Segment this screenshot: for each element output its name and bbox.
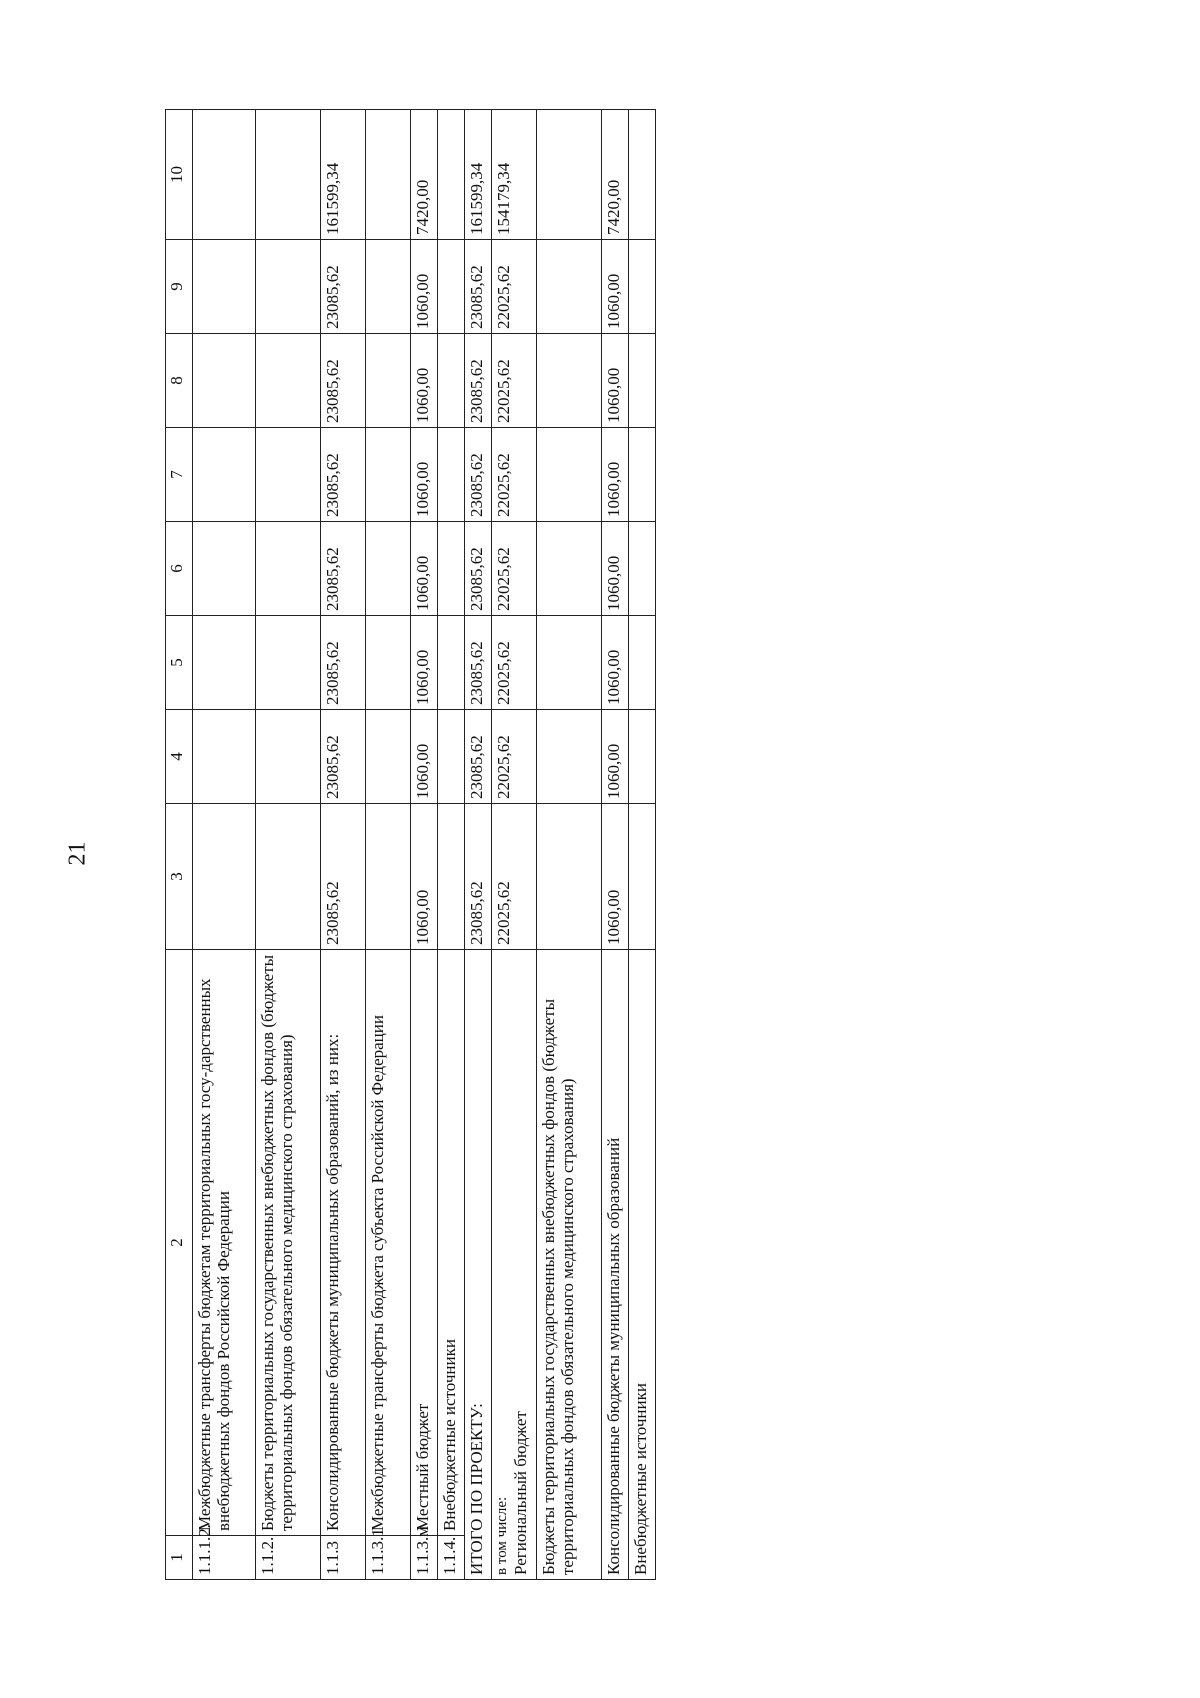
- header-row: [166, 110, 193, 1580]
- table-row: [438, 110, 465, 1580]
- table-cell: [629, 428, 656, 522]
- row-name: Межбюджетные трансферты бюджета субъекта Российской Федерации: [366, 950, 411, 1536]
- table-cell: [438, 522, 465, 616]
- extra-label: Внебюджетные источники: [629, 950, 656, 1580]
- table-cell: [537, 428, 602, 522]
- table-cell: 1060,00: [602, 522, 629, 616]
- table-cell: 23085,62: [321, 804, 366, 950]
- row-code: 1.1.3.м: [411, 1536, 438, 1580]
- table-cell: 7420,00: [602, 110, 629, 240]
- funds-label: Бюджеты территориальных государственных внебюджетных фондов (бюджеты территориальных фондов обязательного медицинского страхования): [537, 950, 602, 1580]
- table-cell: [366, 334, 411, 428]
- col-header: 5: [166, 616, 193, 710]
- table-cell: [537, 616, 602, 710]
- table-cell: 22025,62: [492, 428, 537, 522]
- table-cell: [629, 334, 656, 428]
- table-cell: [193, 804, 256, 950]
- table-cell: [537, 804, 602, 950]
- col-header: 1: [166, 1536, 193, 1580]
- row-code: 1.1.1.2.: [193, 1536, 256, 1580]
- table-cell: 23085,62: [321, 710, 366, 804]
- table-cell: [537, 110, 602, 240]
- table-cell: [256, 240, 321, 334]
- row-name: Внебюджетные источники: [438, 950, 465, 1536]
- table-row: [366, 110, 411, 1580]
- table-cell: [193, 616, 256, 710]
- table-cell: [438, 110, 465, 240]
- table-cell: 1060,00: [411, 710, 438, 804]
- table-cell: 23085,62: [465, 334, 492, 428]
- table-cell: [366, 110, 411, 240]
- table-cell: 22025,62: [492, 710, 537, 804]
- table-cell: [438, 240, 465, 334]
- col-header: 9: [166, 240, 193, 334]
- table-cell: [537, 334, 602, 428]
- table-cell: [629, 710, 656, 804]
- budget-table: [165, 109, 656, 1580]
- table-cell: 23085,62: [465, 522, 492, 616]
- table-cell: [193, 522, 256, 616]
- table-cell: [629, 804, 656, 950]
- table-row: [321, 110, 366, 1580]
- table-cell: 23085,62: [465, 428, 492, 522]
- table-cell: 23085,62: [321, 334, 366, 428]
- table-cell: 1060,00: [411, 804, 438, 950]
- table-cell: [629, 522, 656, 616]
- col-header: 10: [166, 110, 193, 240]
- table-cell: 1060,00: [602, 710, 629, 804]
- table-cell: [438, 710, 465, 804]
- table-cell: 22025,62: [492, 616, 537, 710]
- regional-label: Региональный бюджет: [511, 1411, 530, 1575]
- extra-row: [629, 110, 656, 1580]
- table-cell: [193, 334, 256, 428]
- table-cell: 1060,00: [602, 616, 629, 710]
- table-cell: 22025,62: [492, 522, 537, 616]
- table-row: [411, 110, 438, 1580]
- table-cell: [537, 710, 602, 804]
- table-cell: [256, 110, 321, 240]
- table-cell: [438, 616, 465, 710]
- row-name: Межбюджетные трансферты бюджетам территориальных госу-дарственных внебюджетных фондов Российской Федерации: [193, 950, 256, 1536]
- col-header: 6: [166, 522, 193, 616]
- table-cell: [256, 428, 321, 522]
- table-cell: [256, 334, 321, 428]
- table-cell: 1060,00: [411, 428, 438, 522]
- table-cell: [366, 710, 411, 804]
- table-cell: 1060,00: [602, 428, 629, 522]
- table-cell: [366, 804, 411, 950]
- table-cell: [366, 522, 411, 616]
- table-cell: [193, 240, 256, 334]
- table-cell: 1060,00: [411, 522, 438, 616]
- table-row: [256, 110, 321, 1580]
- table-cell: [629, 616, 656, 710]
- table-cell: 154179,34: [492, 110, 537, 240]
- row-name: Местный бюджет: [411, 950, 438, 1536]
- table-cell: 23085,62: [321, 240, 366, 334]
- table-cell: [537, 522, 602, 616]
- table-cell: [256, 710, 321, 804]
- row-code: 1.1.4.: [438, 1536, 465, 1580]
- table-cell: 1060,00: [411, 334, 438, 428]
- table-cell: [366, 616, 411, 710]
- col-header: 4: [166, 710, 193, 804]
- table-cell: [629, 240, 656, 334]
- row-code: 1.1.3: [321, 1536, 366, 1580]
- row-name: Консолидированные бюджеты муниципальных образований, из них:: [321, 950, 366, 1536]
- table-cell: [256, 616, 321, 710]
- table-cell: [629, 110, 656, 240]
- table-cell: 161599,34: [321, 110, 366, 240]
- row-code: 1.1.3.1: [366, 1536, 411, 1580]
- regional-row: [492, 110, 537, 1580]
- table-cell: 23085,62: [465, 240, 492, 334]
- table-cell: 1060,00: [602, 334, 629, 428]
- table-cell: 1060,00: [411, 240, 438, 334]
- table-cell: 1060,00: [602, 240, 629, 334]
- table-cell: 23085,62: [321, 522, 366, 616]
- row-name: Бюджеты территориальных государственных внебюджетных фондов (бюджеты территориальных фондов обязательного медицинского страхования): [256, 950, 321, 1536]
- table-cell: 7420,00: [411, 110, 438, 240]
- col-header: 3: [166, 804, 193, 950]
- municipal-row: [602, 110, 629, 1580]
- table-cell: 23085,62: [465, 710, 492, 804]
- table-row: [193, 110, 256, 1580]
- table-cell: 23085,62: [321, 616, 366, 710]
- table-cell: [256, 522, 321, 616]
- table-cell: [438, 428, 465, 522]
- table-cell: 23085,62: [465, 804, 492, 950]
- table-cell: [438, 804, 465, 950]
- table-cell: 22025,62: [492, 334, 537, 428]
- table-cell: [193, 710, 256, 804]
- table-cell: 23085,62: [465, 616, 492, 710]
- table-cell: 23085,62: [321, 428, 366, 522]
- table-cell: [438, 334, 465, 428]
- table-cell: 1060,00: [602, 804, 629, 950]
- funds-row: [537, 110, 602, 1580]
- table-cell: [193, 428, 256, 522]
- row-code: 1.1.2.: [256, 1536, 321, 1580]
- table-cell: 22025,62: [492, 240, 537, 334]
- regional-prefix: в том числе:: [494, 1496, 510, 1575]
- col-header: 8: [166, 334, 193, 428]
- rotated-page: [165, 110, 725, 1580]
- regional-label-cell: [492, 950, 537, 1580]
- table-cell: [366, 428, 411, 522]
- table-cell: [366, 240, 411, 334]
- table-cell: 1060,00: [411, 616, 438, 710]
- col-header: 7: [166, 428, 193, 522]
- col-header: 2: [166, 950, 193, 1536]
- table-cell: 161599,34: [465, 110, 492, 240]
- total-row: [465, 110, 492, 1580]
- municipal-label: Консолидированные бюджеты муниципальных образований: [602, 950, 629, 1580]
- table-cell: [193, 110, 256, 240]
- page-number: 21: [64, 841, 91, 866]
- total-label: ИТОГО ПО ПРОЕКТУ:: [465, 950, 492, 1580]
- table-cell: 22025,62: [492, 804, 537, 950]
- table-cell: [256, 804, 321, 950]
- table-cell: [537, 240, 602, 334]
